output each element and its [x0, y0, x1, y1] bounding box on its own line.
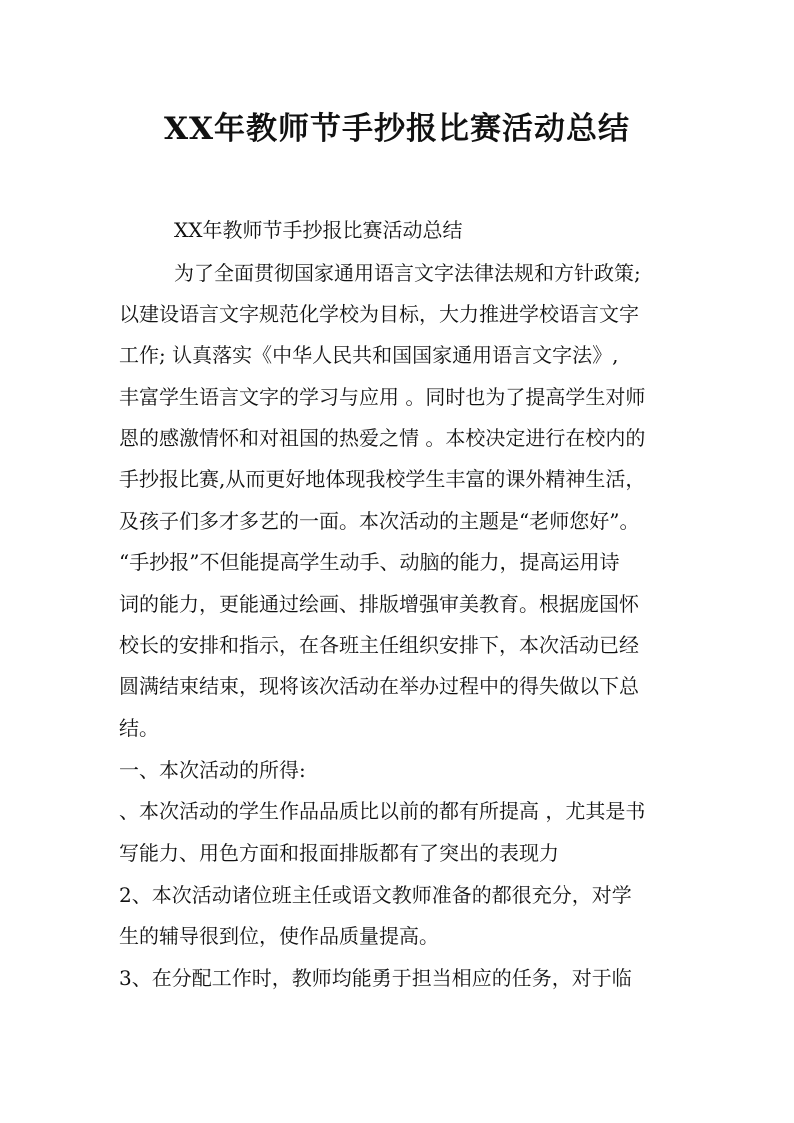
list-item: 2、本次活动诸位班主任或语文教师准备的都很充分，对学	[119, 883, 632, 907]
paragraph-line: 恩的感激情怀和对祖国的热爱之情 。本校决定进行在校内的	[119, 426, 646, 450]
paragraph-line: 词的能力，更能通过绘画、排版增强审美教育。根据庞国怀	[119, 592, 639, 616]
section-heading: 一、本次活动的所得:	[119, 758, 306, 782]
paragraph-line: 以建设语言文字规范化学校为目标，大力推进学校语言文字	[119, 302, 639, 326]
paragraph-line: 为了全面贯彻国家通用语言文字法律法规和方针政策;	[174, 261, 641, 285]
paragraph-line: 校长的安排和指示，在各班主任组织安排下，本次活动已经	[119, 633, 639, 657]
paragraph-line: 丰富学生语言文字的学习与应用 。同时也为了提高学生对师	[119, 385, 646, 409]
paragraph-line: 工作; 认真落实《中华人民共和国国家通用语言文字法》,	[119, 343, 619, 367]
list-item: 3、在分配工作时，教师均能勇于担当相应的任务，对于临	[119, 966, 632, 990]
paragraph-line: 手抄报比赛,从而更好地体现我校学生丰富的课外精神生活，	[119, 467, 646, 491]
list-item-continuation: 写能力、用色方面和报面排版都有了突出的表现力	[119, 841, 559, 865]
paragraph-line: 及孩子们多才多艺的一面。本次活动的主题是“老师您好”。	[119, 509, 640, 533]
document-title: XX年教师节手抄报比赛活动总结	[163, 111, 631, 147]
paragraph-line: “手抄报”不但能提高学生动手、动脑的能力，提高运用诗	[119, 550, 620, 574]
list-item: 、本次活动的学生作品品质比以前的都有所提高 ，尤其是书	[119, 799, 646, 823]
list-item-continuation: 生的辅导很到位，使作品质量提高。	[119, 924, 439, 948]
document-subtitle: XX年教师节手抄报比赛活动总结	[174, 218, 463, 242]
paragraph-line: 结。	[119, 716, 159, 740]
paragraph-line: 圆满结束结束，现将该次活动在举办过程中的得失做以下总	[119, 674, 639, 698]
